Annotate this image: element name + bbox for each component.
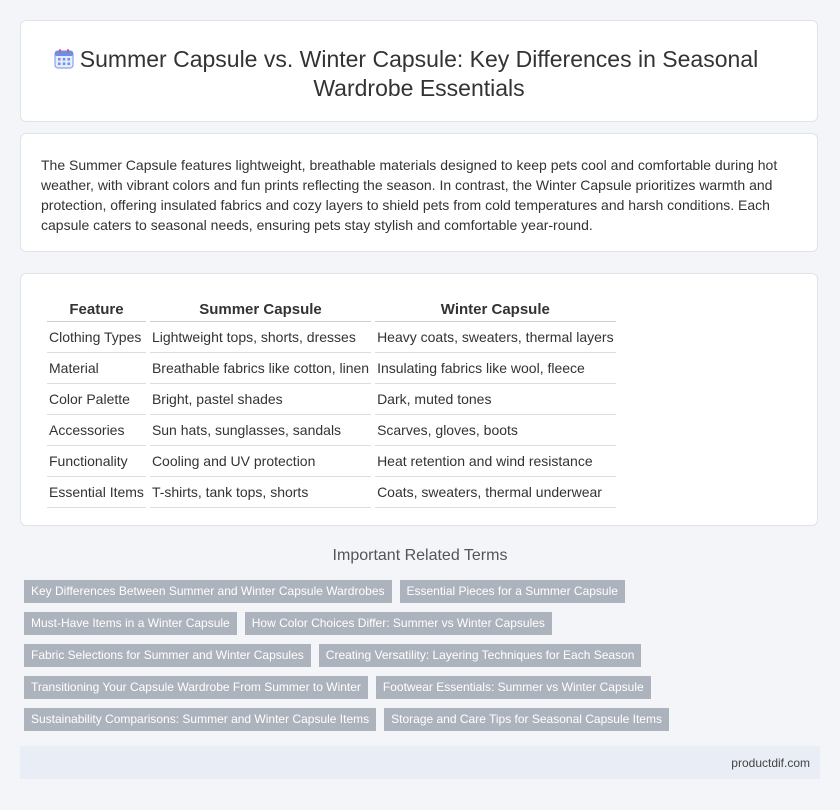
page-title [21, 45, 817, 103]
header-summer: Summer Capsule [150, 296, 371, 322]
table-row [47, 477, 616, 508]
cell-winter: Heat retention and wind resistance [375, 446, 616, 477]
related-terms-title: Important Related Terms [332, 547, 508, 564]
related-term-tag[interactable]: Fabric Selections for Summer and Winter Capsules [24, 644, 311, 667]
cell-summer: Breathable fabrics like cotton, linen [150, 353, 371, 384]
cell-summer: Sun hats, sunglasses, sandals [150, 415, 371, 446]
table-row [47, 446, 616, 477]
cell-feature: Accessories [47, 415, 146, 446]
related-term-tag[interactable]: Essential Pieces for a Summer Capsule [400, 580, 625, 603]
header-winter: Winter Capsule [375, 296, 616, 322]
cell-summer: T-shirts, tank tops, shorts [150, 477, 371, 508]
cell-feature: Essential Items [47, 477, 146, 508]
related-term-tag[interactable]: Must-Have Items in a Winter Capsule [24, 612, 237, 635]
page-title-line1: Summer Capsule vs. Winter Capsule: Key Differences in Seasonal [79, 46, 759, 72]
table-row [47, 322, 616, 353]
related-terms-list [24, 580, 704, 731]
related-term-tag[interactable]: Sustainability Comparisons: Summer and Winter Capsule Items [24, 708, 376, 731]
related-term-tag[interactable]: Key Differences Between Summer and Winter Capsule Wardrobes [24, 580, 392, 603]
related-term-tag[interactable]: Creating Versatility: Layering Techniques for Each Season [319, 644, 642, 667]
table-row [47, 384, 616, 415]
cell-winter: Heavy coats, sweaters, thermal layers [375, 322, 616, 353]
page-title-line2: Wardrobe Essentials [313, 75, 525, 101]
table-row [47, 415, 616, 446]
header-feature: Feature [47, 296, 146, 322]
cell-feature: Clothing Types [47, 322, 146, 353]
footer [20, 746, 820, 779]
cell-feature: Material [47, 353, 146, 384]
cell-winter: Insulating fabrics like wool, fleece [375, 353, 616, 384]
header-card [20, 20, 818, 122]
cell-feature: Color Palette [47, 384, 146, 415]
table-header-row [47, 296, 616, 322]
related-term-tag[interactable]: How Color Choices Differ: Summer vs Winter Capsules [245, 612, 552, 635]
intro-card [20, 133, 818, 252]
cell-winter: Coats, sweaters, thermal underwear [375, 477, 616, 508]
comparison-table [43, 296, 620, 508]
footer-site[interactable]: productdif.com [731, 756, 810, 770]
comparison-card [20, 273, 818, 526]
cell-winter: Scarves, gloves, boots [375, 415, 616, 446]
table-row [47, 353, 616, 384]
cell-feature: Functionality [47, 446, 146, 477]
cell-winter: Dark, muted tones [375, 384, 616, 415]
intro-text: The Summer Capsule features lightweight, breathable materials designed to keep pets cool and comfortable during hot weather, with vibrant colors and fun prints reflecting the season. In contrast, the Winter Capsule prioritizes warmth and protection, offering insulated fabrics and cozy layers to shield pets from cold temperatures and harsh conditions. Each capsule caters to seasonal needs, ensuring pets stay stylish and comfortable year-round. [41, 157, 778, 233]
related-term-tag[interactable]: Transitioning Your Capsule Wardrobe From Summer to Winter [24, 676, 368, 699]
cell-summer: Bright, pastel shades [150, 384, 371, 415]
related-term-tag[interactable]: Footwear Essentials: Summer vs Winter Capsule [376, 676, 651, 699]
related-term-tag[interactable]: Storage and Care Tips for Seasonal Capsule Items [384, 708, 669, 731]
cell-summer: Cooling and UV protection [150, 446, 371, 477]
cell-summer: Lightweight tops, shorts, dresses [150, 322, 371, 353]
